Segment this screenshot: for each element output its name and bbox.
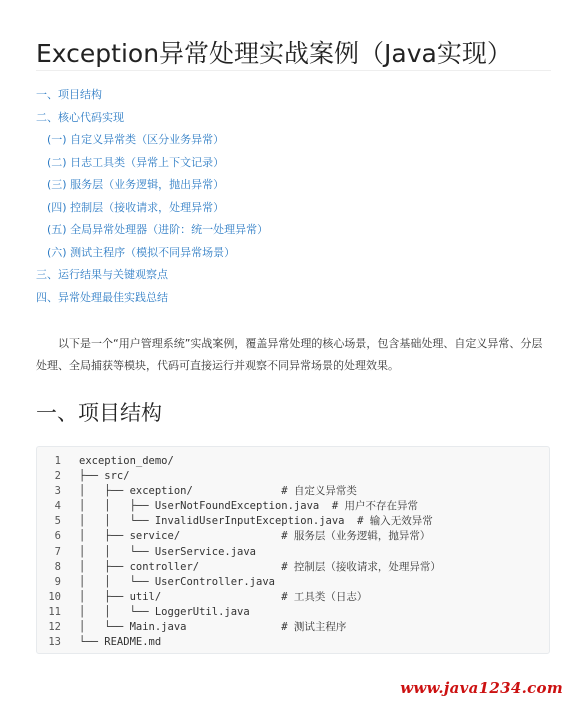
- line-number: 2: [54, 470, 61, 483]
- site-watermark: www.java1234.com: [400, 679, 563, 697]
- code-line: [37, 590, 549, 605]
- code-text: │ ├── service/ # 服务层（业务逻辑，抛异常）: [79, 530, 431, 543]
- code-line: [37, 469, 549, 484]
- title-divider: [36, 70, 551, 71]
- toc-subitem[interactable]: (六) 测试主程序（模拟不同异常场景）: [47, 245, 236, 259]
- code-line: [37, 605, 549, 620]
- code-text: exception_demo/: [79, 455, 174, 467]
- intro-paragraph: 以下是一个“用户管理系统”实战案例，覆盖异常处理的核心场景，包含基础处理、自定义异常、分层处理、全局捕获等模块，代码可直接运行并观察不同异常场景的处理效果。: [36, 337, 543, 372]
- code-line: [37, 499, 549, 514]
- code-line: [37, 454, 549, 469]
- line-number: 5: [54, 515, 61, 528]
- toc-item[interactable]: 一、项目结构: [36, 88, 102, 101]
- code-text: └── README.md: [79, 636, 162, 649]
- toc-subitem[interactable]: (二) 日志工具类（异常上下文记录）: [47, 155, 225, 169]
- code-text: │ ├── controller/ # 控制层（接收请求，处理异常）: [79, 560, 441, 573]
- line-number: 6: [54, 530, 61, 543]
- toc-subitem[interactable]: (五) 全局异常处理器（进阶：统一处理异常）: [47, 223, 269, 236]
- code-text: ├── src/: [79, 470, 130, 483]
- page-title: Exception异常处理实战案例（Java实现）: [36, 38, 512, 68]
- code-text: │ ├── exception/ # 自定义异常类: [79, 485, 357, 498]
- toc-subitem[interactable]: (四) 控制层（接收请求，处理异常）: [47, 200, 225, 214]
- toc-item[interactable]: 四、异常处理最佳实践总结: [36, 290, 168, 304]
- code-line: [37, 529, 549, 544]
- line-number: 10: [48, 590, 61, 603]
- code-text: │ │ └── InvalidUserInputException.java # 输入无效异常: [79, 515, 433, 528]
- code-line: [37, 560, 549, 575]
- line-number: 12: [48, 621, 61, 634]
- toc-item[interactable]: 三、运行结果与关键观察点: [36, 268, 168, 281]
- code-text: │ │ └── UserController.java: [79, 575, 275, 588]
- toc-item[interactable]: 二、核心代码实现: [36, 110, 124, 124]
- code-line: [37, 635, 549, 650]
- code-line: [37, 545, 549, 560]
- line-number: 1: [54, 455, 61, 467]
- code-block[interactable]: [36, 446, 550, 654]
- code-line: [37, 620, 549, 635]
- line-number: 11: [48, 605, 61, 618]
- code-text: │ │ └── LoggerUtil.java: [79, 605, 250, 618]
- code-text: │ │ ├── UserNotFoundException.java # 用户不存在异常: [79, 500, 419, 513]
- code-line: [37, 575, 549, 590]
- toc-subitem[interactable]: (一) 自定义异常类（区分业务异常）: [47, 133, 225, 146]
- line-number: 7: [54, 545, 61, 558]
- section-heading-project-structure: 一、项目结构: [36, 401, 162, 425]
- code-line: [37, 484, 549, 499]
- code-line: [37, 514, 549, 529]
- code-text: │ │ └── UserService.java: [79, 545, 257, 558]
- line-number: 13: [48, 636, 61, 649]
- line-number: 4: [54, 500, 61, 513]
- toc-subitem[interactable]: (三) 服务层（业务逻辑，抛出异常）: [47, 178, 225, 191]
- line-number: 8: [54, 560, 61, 573]
- line-number: 3: [54, 485, 61, 498]
- code-text: │ ├── util/ # 工具类（日志）: [79, 590, 368, 603]
- table-of-contents: [36, 84, 268, 309]
- code-text: │ └── Main.java # 测试主程序: [79, 621, 347, 634]
- line-number: 9: [54, 575, 61, 588]
